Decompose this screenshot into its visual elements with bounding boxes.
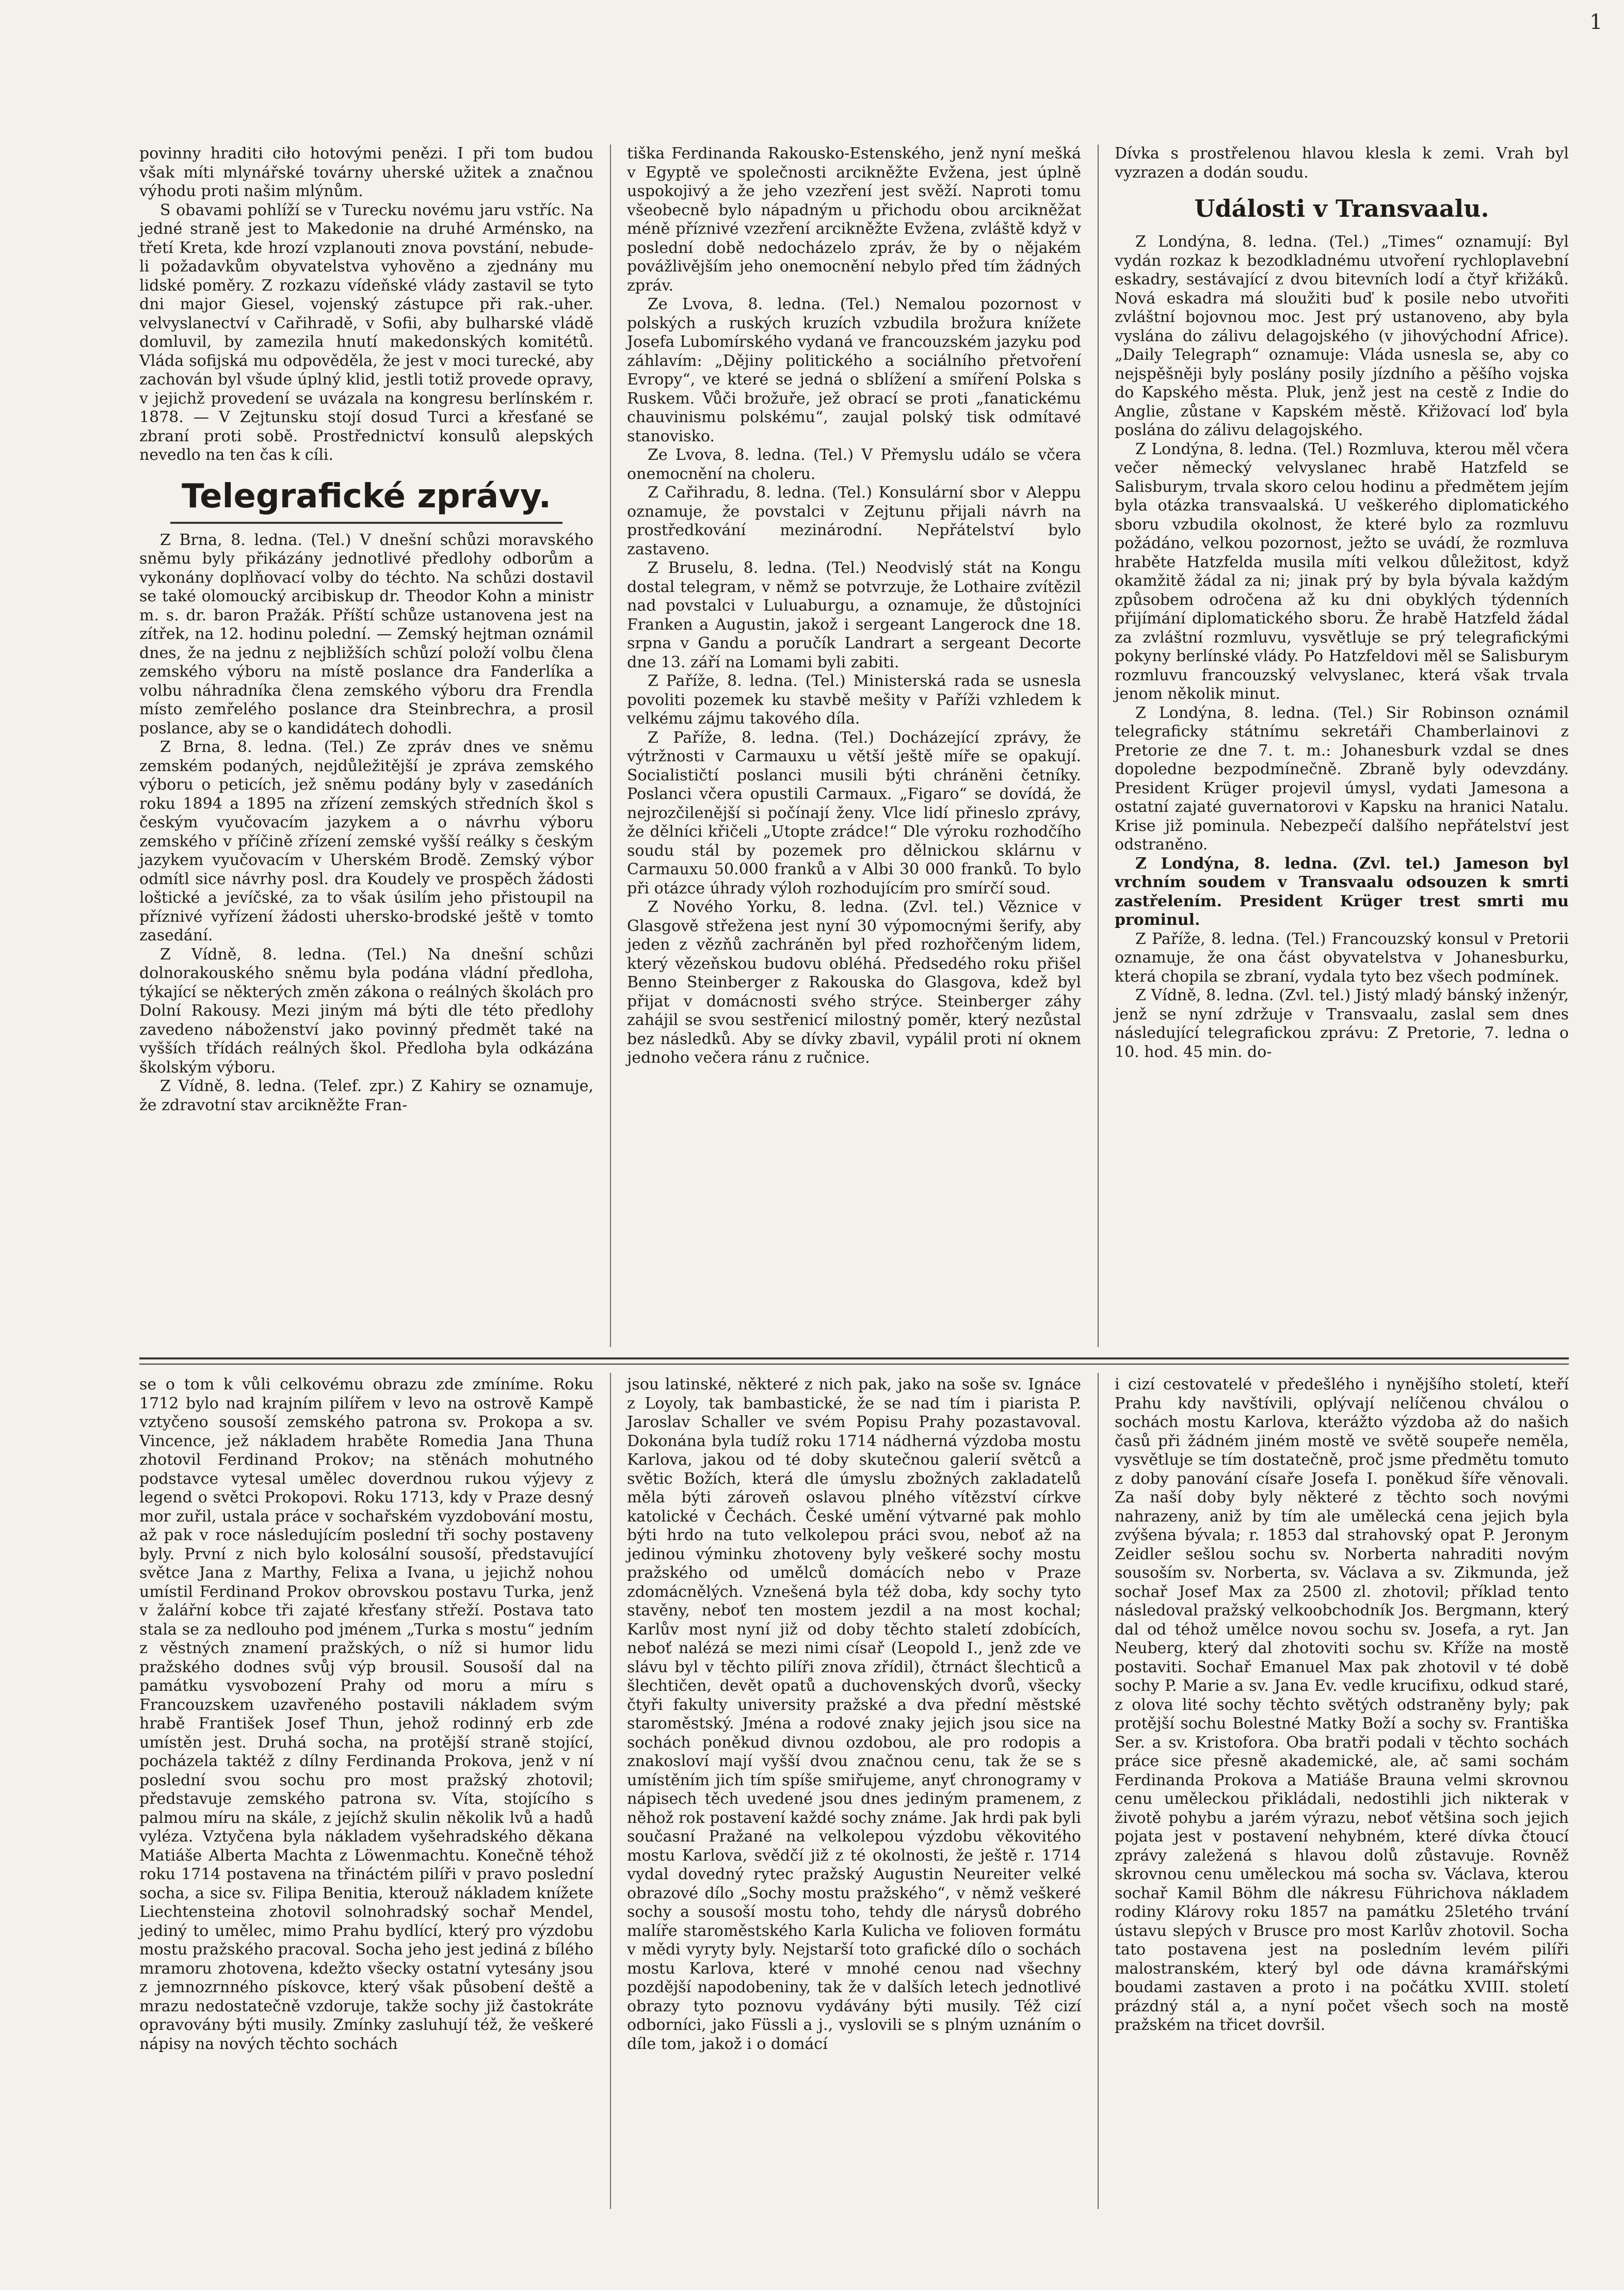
transvaal-london-4: Z Londýna, 8. ledna. (Zvl. tel.) Jameson byl vrchním soudem v Transvaalu odsouzen k smrti zastřelením. President Krüger trest smrti mu prominul. — [1115, 854, 1569, 929]
feuilleton-column-1 — [139, 1375, 593, 2054]
telegram-lvov-1: Ze Lvova, 8. ledna. (Tel.) Nemalou pozornost v polských a ruských kruzích vzbudila brožura knížete Josefa Lubomírského vydaná ve francouzském jazyku pod záhlavím: „Dějiny politického a sociálního přetvoření Evropy“, ve které se jedná o sblížení a smíření Polska s Ruskem. Vůči brožuře, jež obrací se proti „fanatickému chauvinismu polskému“, zaujal polský tisk odmítavé stanovisko. — [627, 295, 1081, 445]
column-2 — [627, 145, 1081, 1068]
telegram-new-york: Z Nového Yorku, 8. ledna. (Zvl. tel.) Věznice v Glasgově střežena jest nyní 30 výpomocnými šerify, aby jeden z vězňů zachráněn byl před rozhořčeným lidem, který vězeňskou budovu obléhá. Předsedého roku přišel Benno Steinberger z Rakouska do Glasgova, kdež byl přijat v domácnosti svého strýce. Steinberger záhy zahájil se svou sestřenicí milostný poměr, který nezůstal bez následků. Aby se dívky zbavil, vypálil proti ní oknem jednoho večera ránu z ručnice. — [627, 898, 1081, 1067]
title-underline — [170, 522, 562, 524]
transvaal-london-3: Z Londýna, 8. ledna. (Tel.) Sir Robinson oznámil telegraficky státnímu sekretáři Chamberlainovi z Pretorie ze dne 7. t. m.: Johanesburk vzdal se dnes dopoledne bezpodmínečně. Zbraně byly odevzdány. President Krüger projevil úmysl, vydati Jamesona a ostatní zajaté guvernatorovi v Kapsku na hranici Natalu. Krise již pominula. Nebezpečí dalšího nepřátelství jest odstraněno. — [1115, 703, 1569, 854]
telegram-paris-1: Z Paříže, 8. ledna. (Tel.) Ministerská rada se usnesla povoliti pozemek ku stavbě mešity v Paříži vzhledem k velkému zájmu takového díla. — [627, 672, 1081, 728]
telegram-vienna-2: Z Vídně, 8. ledna. (Telef. zpr.) Z Kahiry se oznamuje, že zdravotní stav arcikněžte Fran- — [139, 1077, 593, 1114]
transvaal-london-2: Z Londýna, 8. ledna. (Tel.) Rozmluva, kterou měl včera večer německý velvyslanec hrabě Hatzfeld se Salisburym, trvala skoro celou hodinu a předmětem jejím byla otázka transvaalská. U veškerého diplomatického sboru vzbudila okolnost, že které bylo za rozmluvu požádáno, velkou pozornost, ježto se uvádí, že rozmluva hraběte Hatzfelda musila míti velkou důležitost, když okamžitě žádal za ni; jinak prý by byla bývala každým způsobem odročena až ku dni obyklých týdenních přijímání diplomatického sboru. Že hrabě Hatzfeld žádal za zvláštní rozmluvu, vysvětluje se prý telegrafickými pokyny berlínské vlády. Po Hatzfeldovi měl se Salisburym rozmluvu francouzský velvyslanec, která však trvala jenom několik minut. — [1115, 440, 1569, 703]
feuilleton-text-2: jsou latinské, některé z nich pak, jako na soše sv. Ignáce z Loyoly, tak bambastické, že se nad tím i piarista P. Jaroslav Schaller ve svém Popisu Prahy pozastavoval. Dokonána byla tudíž roku 1714 nádherná výzdoba mostu Karlova, jakou od té doby skutečnou galerií světců a světic Božích, která dle úmyslu zbožných zakladatelů měla býti zároveň oslavou plného vítězství církve katolické v Čechách. České umění výtvarné pak mohlo býti hrdo na tuto velkolepou práci svou, neboť až na jedinou výminku zhotoveny byly veškeré sochy mostu pražského od umělců domácích nebo v Praze zdomácnělých. Vznešená byla též doba, kdy sochy tyto stavěny, neboť ten mostem jezdil a na most kochal; Karlův most nyní již od doby těchto staletí zdobících, neboť nalézá se mezi nimi císař (Leopold I., jenž zde ve slávu byl v těchto pilíři znova zřídil), čtrnáct šlechticů a šlechtičen, devět opatů a duchovenských dvorů, všecky čtyři fakulty university pražské a dva přední městské staroměstský. Jména a rodové znaky jejich jsou sice na sochách poněkud divnou ozdobou, ale pro rodopis a znakosloví mají vyšší dvou značnou cenu, tak že se s umístěním jich tím spíše smiřujeme, anyť chronogramy v nápisech těch uvedené jsou dnes jediným pramenem, z něhož rok postavení každé sochy známe. Jak hrdi pak byli současní Pražané na velkolepou výzdobu věkovitého mostu Karlova, svědčí již z té okolnosti, že ještě r. 1714 vydal dovedný rytec pražský Augustin Neureiter velké obrazové dílo „Sochy mostu pražského“, v němž veškeré sochy a sousoší mostu toho, tehdy dle nárysů dobrého malíře staroměstského Karla Kulicha ve folioven formátu v mědi vyryty byly. Nejstarší toto grafické dílo o sochách mostu Karlova, které v mnohé cenou nad všechny pozdější napodobeniny, tak že v dalších letech jednotlivé obrazy tyto poznovu vydávány býti musily. Též cizí odborníci, jako Füssli a j., vyslovili se s plným uznáním o díle tom, jakož i o domácí — [627, 1375, 1081, 2053]
transvaal-vienna: Z Vídně, 8. ledna. (Zvl. tel.) Jistý mladý bánský inženýr, jenž se nyní zdržuje v Transvaalu, zaslal sem dnes následující telegrafickou zprávu: Z Pretorie, 7. ledna o 10. hod. 45 min. do- — [1115, 986, 1569, 1061]
telegram-lvov-2: Ze Lvova, 8. ledna. (Tel.) V Přemyslu událo se včera onemocnění na choleru. — [627, 446, 1081, 483]
page-edge-mark: 1 — [1589, 10, 1603, 34]
column-rule-1 — [610, 145, 611, 1347]
telegram-vienna-2-cont: tiška Ferdinanda Rakousko-Estenského, jenž nyní mešká v Egyptě ve společnosti arcikněžte Evženа, jest úplně uspokojivý a že jeho vzezření jest svěží. Naproti tomu všeobecně bylo nápadným u přichodu obou arcikněžat méně příznivé vzezření arcikněžte Evženа, zvláště když v poslední době nedocházelo zpráv, že by o nějakém povážlivějším jeho onemocnění nebylo před tím žádných zpráv. — [627, 145, 1081, 295]
telegram-paris-2: Z Paříže, 8. ledna. (Tel.) Docházející zprávy, že výtržnosti v Carmauxu u větší ještě míře se opakují. Socialističtí poslanci musili býti chráněni četníky. Poslanci včera opustili Carmaux. „Figaro“ se dovídá, že nejrozčilenější si počínají ženy. Vlce lidí přineslo zprávy, že dělníci křičeli „Utopte zrádce!“ Dle výroku rozhodčího soudu stál by pozemek pro dělnickou sklárnu v Carmauxu 50.000 franků a v Albi 30 000 franků. To bylo při otázce úhrady výloh rozhodujícím pro smírčí soud. — [627, 728, 1081, 898]
article-turkey-paragraph: S obavami pohlíží se v Turecku novému jaru vstříc. Na jedné straně jest to Makedonie na druhé Arménsko, na třetí Kreta, kde hrozí vzplanouti znova povstání, nebude-li požadavkům obyvatelstva vyhověno a zjednány mu lidské poměry. Z rozkazu vídeňské vlády zastavil se tyto dni major Giesel, vojenský zástupce při rak.-uher. velvyslanectví v Cařihradě, v Sofii, aby bulharské vládě domluvil, by zamezila hnutí makedonských komitétů. Vláda sofijská mu odpověděla, že jest v moci turecké, aby zachován byl všude úplný klid, jestli totiž provede opravy, v jejichž provedení se uvázala na kongresu berlínském r. 1878. — V Zejtunsku stojí dosud Turci a křesťané se zbraní proti sobě. Prostřednictví konsulů alepských nevedlo na ten čas k cíli. — [139, 201, 593, 464]
telegram-brno-1: Z Brna, 8. ledna. (Tel.) V dnešní schůzi moravského sněmu byly přikázány jednotlivé předlohy odborům a vykonány doplňovací volby do téchto. Na schůzi dostavil se také olomoucký arcibiskup dr. Theodor Kohn a ministr m. s. dr. baron Pražák. Příští schůze ustanovena jest na zítřek, na 12. hodinu polední. — Zemský hejtman oznámil dnes, že na jednu z nejbližších schůzí položí volbu člena zemského výboru na místě poslance dra Fanderlíka a volbu náhradníka člena zemského výboru dra Frendla místo zemřelého poslance dra Steinbrechra, a prosil poslance, aby se o kandidátech dohodli. — [139, 531, 593, 738]
telegram-vienna-1: Z Vídně, 8. ledna. (Tel.) Na dnešní schůzi dolnorakouského sněmu byla podána vládní předloha, týkající se některých změn zákona o reálných školách pro Dolní Rakousy. Mezi jiným má býti dle této předlohy zavedeno náboženství jako povinný předmět také na vyšších třídách reálných škol. Předloha byla odkázána školským výboru. — [139, 945, 593, 1077]
feuilleton-column-3 — [1115, 1375, 1569, 2035]
transvaal-section-title: Události v Transvaalu. — [1194, 195, 1489, 222]
feuilleton-text-1: se o tom k vůli celkovému obrazu zde zmíníme. Roku 1712 bylo nad krajním pilířem v levo na ostrově Kampě vztyčeno sousoší zemského patrona sv. Prokopa a sv. Vincence, jež nákladem hraběte Romedia Jana Thuna zhotovil Ferdinand Prokov; na stěnách mohutného podstavce vytesal umělec doverdnou rukou výjevy z legend o světci Prokopovi. Roku 1713, kdy v Praze desný mor zuřil, ustala práce v sochařském vyzdobování mostu, až pak v roce následujícím poslední tři sochy postaveny byly. První z nich bylo kolosální sousoší, představující světce Jana z Marthy, Felixa a Ivana, u jejichž nohou umístil Ferdinand Prokov obrovskou postavu Turka, jenž v žalářní kobce tři zajaté křesťany střeží. Postava tato stala se za nedlouho pod jménem „Turka s mostu“ jedním z věstných znamení pražských, o níž si humor lidu pražského dodnes svůj výp brousil. Sousoší dal na památku vysvobození Prahy od moru a míru s Francouzskem uzavřeného postavili nákladem svým hrabě František Josef Thun, jehož rodinný erb zde umístěn jest. Druhá socha, na protější straně stojící, pocházela taktéž z dílny Ferdinanda Prokova, jenž v ní poslední svou sochu pro most pražský zhotovil; představuje zemského patrona sv. Víta, stojícího s palmou míru na skále, z jejíchž skulin několik lvů a hadů vyléza. Vztyčena byla nákladem vyšehradského děkana Matiáše Alberta Machta z Löwenmachtu. Konečně téhož roku 1714 postavena na třináctém pilíři v pravo poslední socha, a sice sv. Filipa Benitia, kterouž nákladem knížete Liechtensteina zhotovil solnohradský sochař Mendel, jediný to umělec, mimo Prahu bydlící, který pro výzdobu mostu pražského pracoval. Socha jeho jest jediná z bílého mramoru zhotovena, kdežto všecky ostatní vytesány jsou z jemnozrnného pískovce, který však působení deště a mrazu nedostatečně vzdoruje, takže sochy již častokráte opravovány býti musily. Zmínky zasluhují též, že veškeré nápisy na nových těchto sochách — [139, 1375, 593, 2053]
lower-column-rule-2 — [1098, 1373, 1099, 2209]
feuilleton-column-2 — [627, 1375, 1081, 2054]
transvaal-london-1: Z Londýna, 8. ledna. (Tel.) „Times“ oznamují: Byl vydán rozkaz k bezodkladnému utvoření rychloplavební eskadry, sestávající z dvou bitevních lodí a čtyř křižáků. Nová eskadra má sloužiti buď k posile nebo utvořiti zvláštní bojovnou moc. Jest prý ustanoveno, aby byla vyslána do zálivu delagojského (v jihovýchodní Africe). „Daily Telegraph“ oznamuje: Vláda usnesla se, aby co nejspěšněji byly poslány posily jízdního a pěšího vojska do Kapského města. Pluk, jenž jest na cestě z Indie do Anglie, zůstane v Kapském městě. Křižovací loď byla poslána do zálivu delagojského. — [1115, 233, 1569, 439]
newspaper-page — [139, 145, 1569, 2209]
feuilleton-rule-bottom — [139, 1364, 1569, 1365]
transvaal-paris: Z Paříže, 8. ledna. (Tel.) Francouzský konsul v Pretorii oznamuje, že ona část obyvatelstva v Johanesburku, která chopila se zbraní, vydala tyto bez všech podmínek. — [1115, 930, 1569, 986]
column-3 — [1115, 145, 1569, 1062]
feuilleton-text-3: i cizí cestovatelé v předešlého i nynějšího století, kteří Prahu kdy navštívili, oplývají nelíčenou chválou o sochách mostu Karlova, kterážto výzdoba až do našich časů při žádném jiném mostě ve světě soupeře neměla, vysvětluje se tím dostatečně, proč jsme předmětu tomuto z doby panování císaře Josefa I. poněkud šíře věnovali. Za naší doby byly některé z těchto soch novými nahrazeny, aniž by tím ale umělecká cena jejich byla zvýšena bývala; r. 1853 dal strahovský opat P. Jeronym Zeidler sešlou sochu sv. Norberta nahraditi novým sousoším sv. Norberta, sv. Václava a sv. Zikmunda, jež sochař Josef Max za 2500 zl. zhotovil; příklad tento následoval pražský velkoobchodník Jos. Bergmann, který dal od téhož umělce novou sochu sv. Josefa, a ryt. Jan Neuberg, který dal zhotoviti sochu sv. Kříže na mostě postaviti. Sochař Emanuel Max pak zhotovil v té době sochy P. Marie a sv. Jana Ev. vedle krucifixu, odkud staré, z olova lité sochy těchto světých odstraněny byly; pak protější sochu Bolestné Matky Boží a sochy sv. Františka Ser. a sv. Kristofora. Oba bratři podali v těchto sochách práce sice přesně akademické, ale, ač sami sochám Ferdinanda Prokova a Matiáše Brauna velmi skrovnou cenu uměleckou přikládali, nedostihli jich nikterak v životě pohybu a jarém výrazu, neboť většina soch jejich pojata jest v postavení nehybném, které dívka čtoucí zprávy zaležená s hlavou dolů zůstavuje. Rovněž skrovnou cenu uměleckou má socha sv. Václava, kterou sochař Kamil Böhm dle nákresu Führichova nákladem rodiny Klárovy roku 1857 na památku 25letého trvání ústavu slepých v Brusce pro most Karlův zhotovil. Socha tato postavena jest na posledním levém pilíři malostranském, který byl ode dávna kramářskými boudami zastaven a proto i na počátku XVIII. století prázdný stál a, a nyní počet všech soch na mostě pražském na třicet dovršil. — [1115, 1375, 1569, 2034]
column-rule-2 — [1098, 145, 1099, 1347]
article-mill-paragraph: povinny hraditi ciło hotovými penězi. I při tom budou však míti mlynářské továrny uherské užitek a značnou výhodu proti našim mlýnům. — [139, 145, 593, 200]
lower-column-rule-1 — [610, 1373, 611, 2209]
telegram-constantinople: Z Cařihradu, 8. ledna. (Tel.) Konsulární sbor v Aleppu oznamuje, že povstalci v Zejtunu přijali návrh na prostředkování mezinárodní. Nepřátelství bylo zastaveno. — [627, 484, 1081, 558]
telegram-brussels: Z Bruselu, 8. ledna. (Tel.) Neodvislý stát na Kongu dostal telegram, v němž se potvrzuje, že Lothaire zvítězil nad povstalci v Luluaburgu, a oznamuje, že důstojníci Franken a Augustin, jakož i sergeant Langerock dne 18. srpna v Gandu a poručík Landrart a sergeant Decorte dne 13. září na Lomami byli zabiti. — [627, 559, 1081, 671]
feuilleton-rule-top — [139, 1357, 1569, 1359]
telegram-new-york-cont: Dívka s prostřelenou hlavou klesla k zemi. Vrah byl vyzrazen a dodán soudu. — [1115, 145, 1569, 182]
column-1 — [139, 145, 593, 1115]
telegram-section-title: Telegrafické zprávy. — [181, 477, 552, 516]
telegram-brno-2: Z Brna, 8. ledna. (Tel.) Ze zpráv dnes ve sněmu zemském podaných, nejdůležitější je zpráva zemského výboru o peticích, jež sněmu podány byly v zasedáních roku 1894 a 1895 na zřízení zemských středních škol s českým vyučovacím jazykem a o návrhu výboru zemského v příčině zřízení zemské vyšší reálky s českým jazykem vyučovacím v Uherském Brodě. Zemský výbor odmítl sice návrhy posl. dra Koudely ve prospěch žádosti loštické a jevíčské, za to však úsilím jeho přistoupil na příznivé vyřízení žádosti uhersko-brodské ještě v tomto zasedání. — [139, 738, 593, 944]
